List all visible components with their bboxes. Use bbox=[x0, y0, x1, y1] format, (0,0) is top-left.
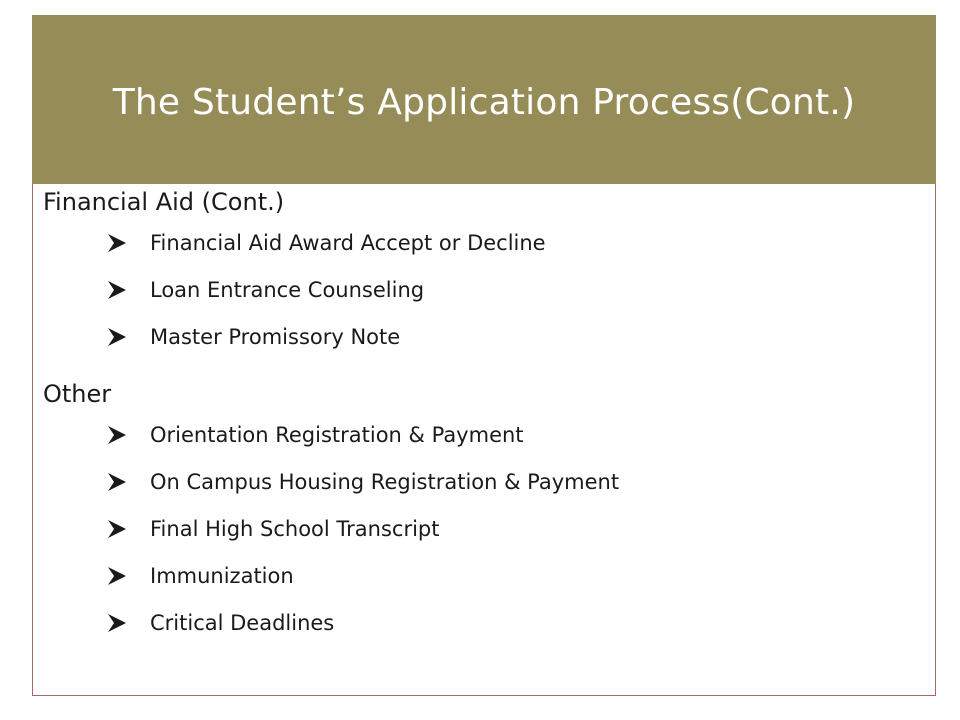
slide-title: The Student’s Application Process(Cont.) bbox=[112, 82, 856, 123]
list-item bbox=[43, 219, 546, 266]
arrowhead-bullet-icon bbox=[107, 233, 127, 253]
list-item bbox=[43, 411, 524, 458]
arrowhead-bullet-icon bbox=[107, 472, 127, 492]
bullet-list bbox=[43, 219, 546, 360]
section-heading: Other bbox=[43, 380, 112, 408]
list-item-label: On Campus Housing Registration & Payment bbox=[150, 469, 620, 494]
arrowhead-bullet-icon bbox=[107, 425, 127, 445]
list-item-label: Final High School Transcript bbox=[150, 516, 440, 541]
title-bar bbox=[32, 15, 936, 184]
arrowhead-bullet-icon bbox=[107, 566, 127, 586]
list-item-label: Critical Deadlines bbox=[150, 610, 335, 635]
list-item-label: Immunization bbox=[150, 563, 294, 588]
list-item bbox=[43, 505, 440, 552]
list-item bbox=[43, 313, 401, 360]
bullet-list bbox=[43, 411, 620, 646]
list-item-label: Loan Entrance Counseling bbox=[150, 277, 425, 302]
arrowhead-bullet-icon bbox=[107, 327, 127, 347]
list-item-label: Financial Aid Award Accept or Decline bbox=[150, 230, 546, 255]
list-item bbox=[43, 458, 620, 505]
list-item-label: Master Promissory Note bbox=[150, 324, 401, 349]
list-item bbox=[43, 552, 294, 599]
list-item bbox=[43, 599, 335, 646]
list-item-label: Orientation Registration & Payment bbox=[150, 422, 524, 447]
arrowhead-bullet-icon bbox=[107, 613, 127, 633]
arrowhead-bullet-icon bbox=[107, 280, 127, 300]
list-item bbox=[43, 266, 425, 313]
content-box bbox=[32, 184, 936, 696]
arrowhead-bullet-icon bbox=[107, 519, 127, 539]
section-financial-aid bbox=[43, 188, 546, 360]
section-other bbox=[43, 380, 620, 646]
section-heading: Financial Aid (Cont.) bbox=[43, 188, 285, 216]
